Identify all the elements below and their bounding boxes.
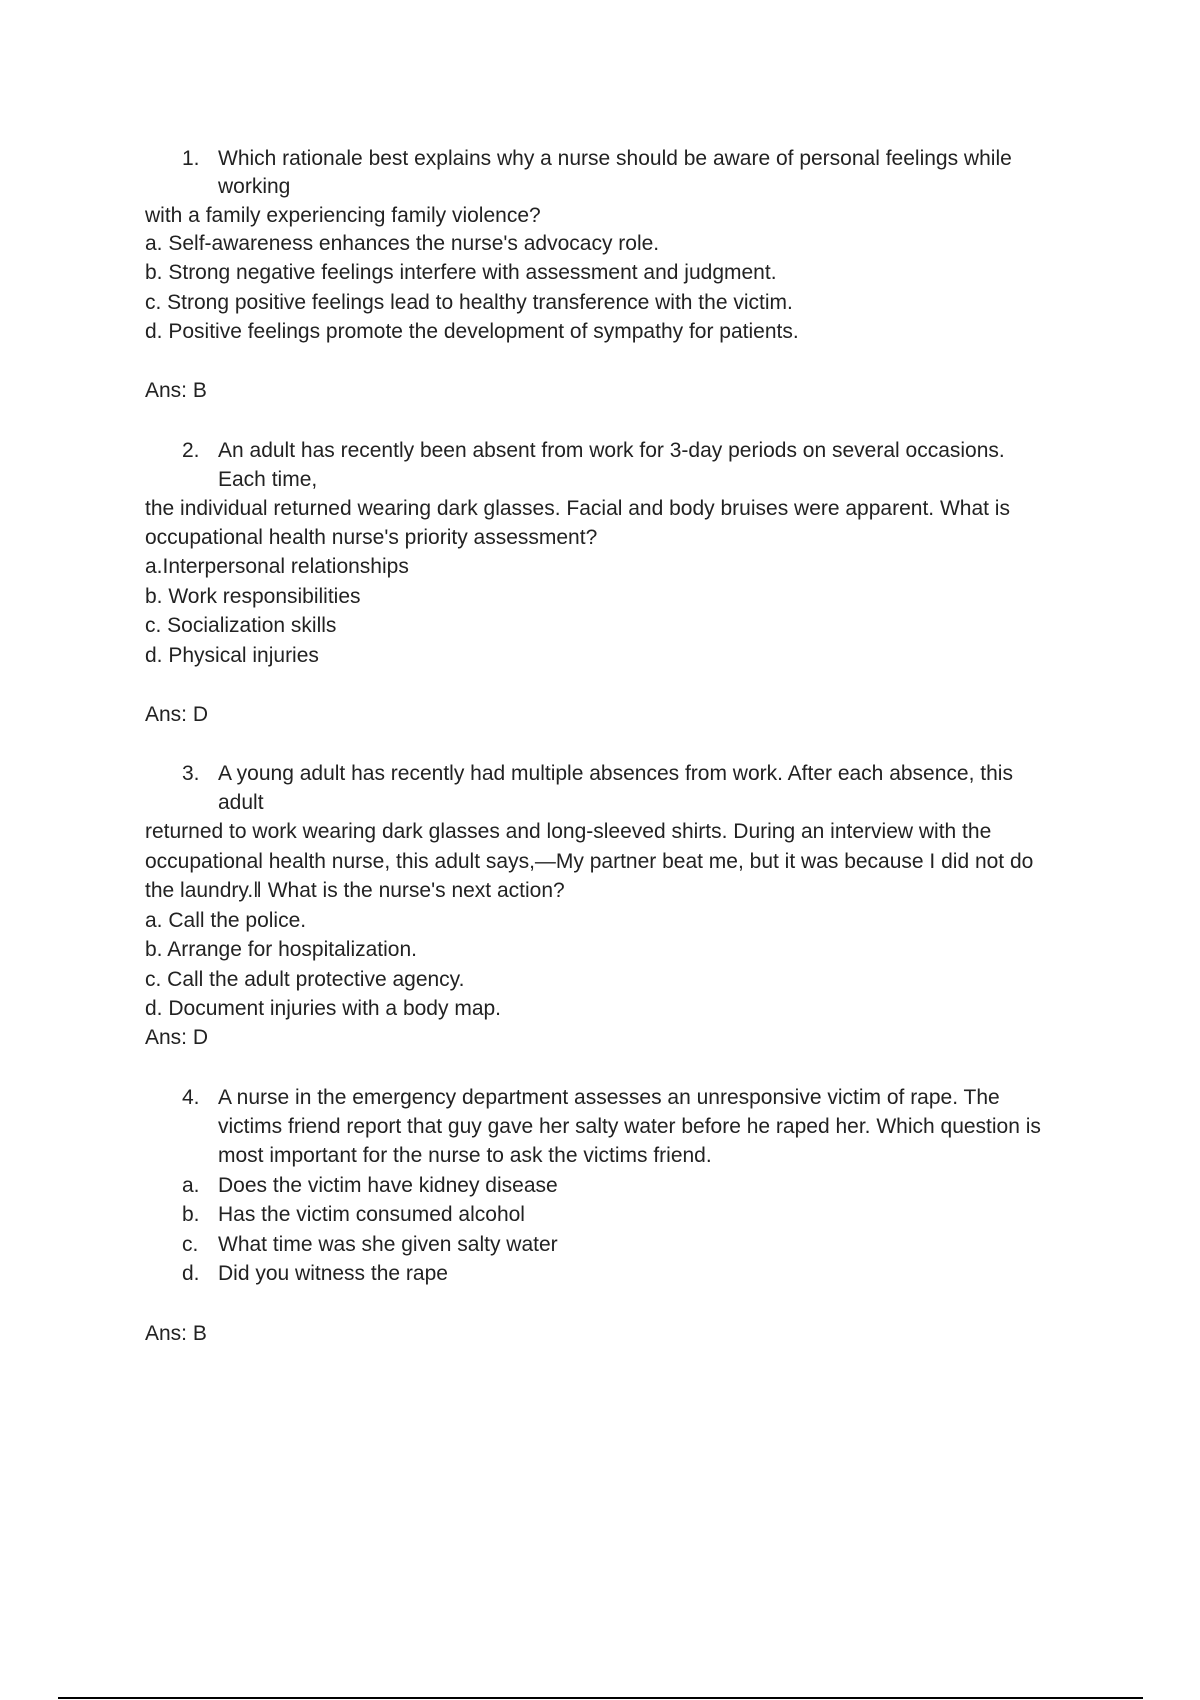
question-stem-line: the individual returned wearing dark glasses. Facial and body bruises were apparent. What is bbox=[145, 497, 1010, 520]
option-c: c. Socialization skills bbox=[145, 614, 337, 637]
question-stem-line: returned to work wearing dark glasses and long-sleeved shirts. During an interview with the bbox=[145, 820, 992, 843]
option-c: c. Strong positive feelings lead to healthy transference with the victim. bbox=[145, 291, 793, 314]
option-c: What time was she given salty water bbox=[218, 1233, 558, 1256]
question-number: 3. bbox=[182, 762, 200, 785]
question-stem-line: An adult has recently been absent from work for 3-day periods on several occasions. bbox=[218, 439, 1005, 462]
option-c: c. Call the adult protective agency. bbox=[145, 968, 465, 991]
question-stem-line: with a family experiencing family violence? bbox=[145, 204, 541, 227]
option-b: Has the victim consumed alcohol bbox=[218, 1203, 525, 1226]
question-stem-line: A young adult has recently had multiple absences from work. After each absence, this bbox=[218, 762, 1013, 785]
question-stem-line: A nurse in the emergency department assesses an unresponsive victim of rape. The bbox=[218, 1086, 1000, 1109]
option-d: d. Positive feelings promote the development of sympathy for patients. bbox=[145, 320, 799, 343]
question-stem-line: working bbox=[218, 175, 291, 198]
question-stem-line: Each time, bbox=[218, 468, 318, 491]
option-d: Did you witness the rape bbox=[218, 1262, 448, 1285]
answer: Ans: B bbox=[145, 379, 207, 402]
option-letter: c. bbox=[182, 1233, 199, 1256]
page-bottom-rule bbox=[58, 1697, 1143, 1699]
answer: Ans: D bbox=[145, 703, 209, 726]
answer: Ans: B bbox=[145, 1322, 207, 1345]
option-b: b. Strong negative feelings interfere with assessment and judgment. bbox=[145, 261, 777, 284]
option-letter: b. bbox=[182, 1203, 200, 1226]
question-number: 4. bbox=[182, 1086, 200, 1109]
question-stem-line: the laundry.‖ What is the nurse's next action? bbox=[145, 879, 565, 902]
question-stem-line: occupational health nurse, this adult says,—My partner beat me, but it was because I did not do bbox=[145, 850, 1034, 873]
option-d: d. Physical injuries bbox=[145, 644, 319, 667]
answer: Ans: D bbox=[145, 1026, 209, 1049]
option-a: a.Interpersonal relationships bbox=[145, 555, 409, 578]
option-letter: a. bbox=[182, 1174, 200, 1197]
question-number: 2. bbox=[182, 439, 200, 462]
question-stem-line: adult bbox=[218, 791, 264, 814]
question-number: 1. bbox=[182, 147, 200, 170]
option-letter: d. bbox=[182, 1262, 200, 1285]
option-b: b. Arrange for hospitalization. bbox=[145, 938, 417, 961]
option-b: b. Work responsibilities bbox=[145, 585, 361, 608]
option-a: a. Call the police. bbox=[145, 909, 307, 932]
question-stem-line: occupational health nurse's priority assessment? bbox=[145, 526, 598, 549]
question-stem-line: most important for the nurse to ask the victims friend. bbox=[218, 1144, 712, 1167]
question-stem-line: Which rationale best explains why a nurse should be aware of personal feelings while bbox=[218, 147, 1012, 170]
option-a: a. Self-awareness enhances the nurse's advocacy role. bbox=[145, 232, 660, 255]
option-d: d. Document injuries with a body map. bbox=[145, 997, 502, 1020]
option-a: Does the victim have kidney disease bbox=[218, 1174, 558, 1197]
question-stem-line: victims friend report that guy gave her salty water before he raped her. Which question is bbox=[218, 1115, 1041, 1138]
